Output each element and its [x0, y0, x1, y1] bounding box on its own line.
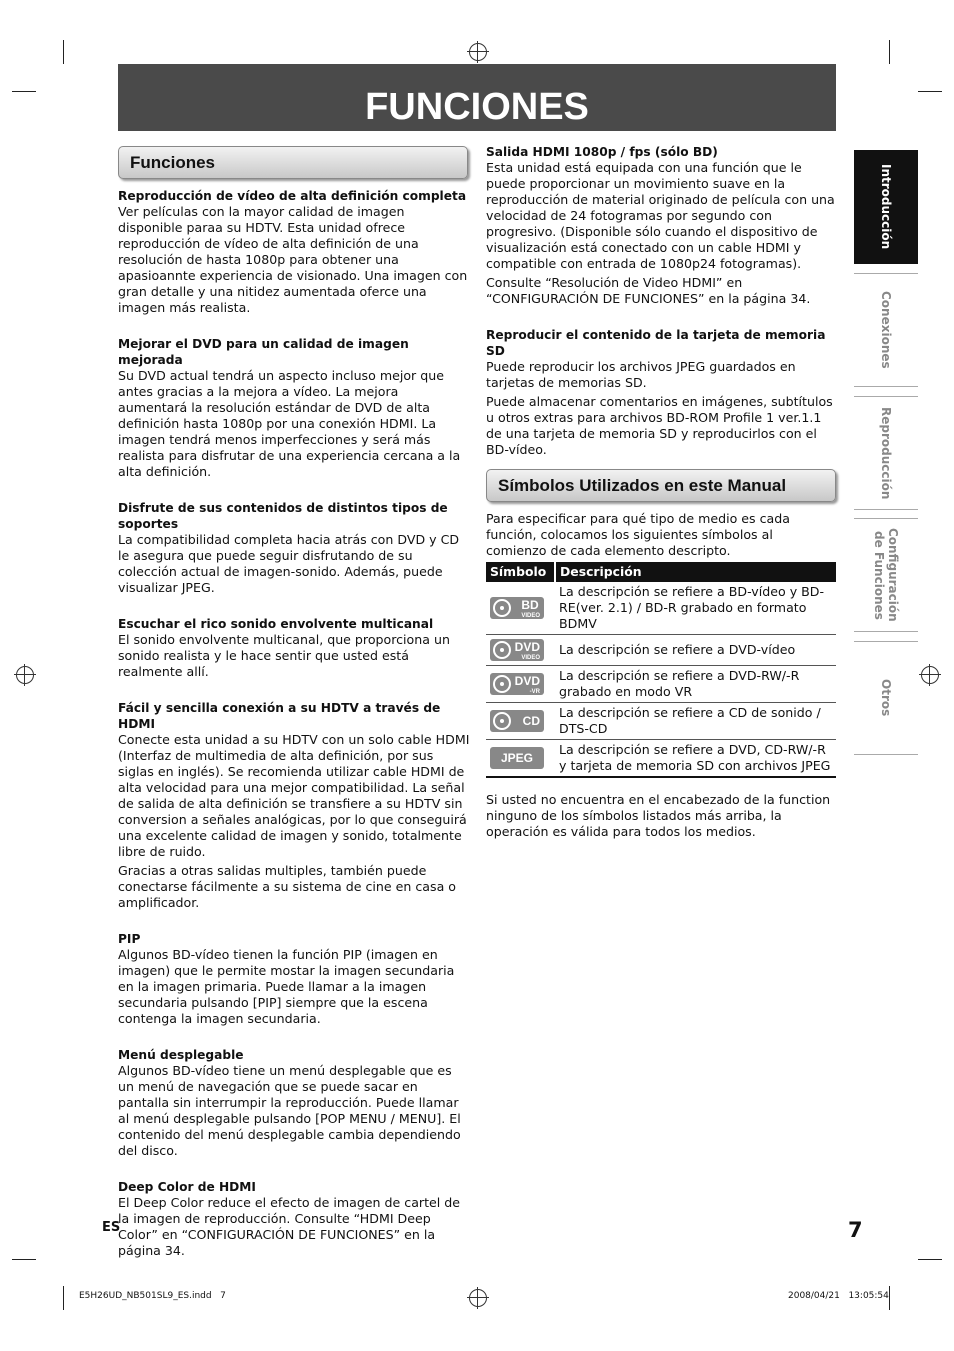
- feature-block: [118, 931, 470, 1027]
- file-info: E5H26UD_NB501SL9_ES.indd 7: [79, 1291, 226, 1301]
- table-header-row: [486, 562, 836, 582]
- feature-block: [486, 327, 838, 458]
- symbol-sublabel: -VR: [529, 689, 540, 695]
- symbol-label: DVD: [514, 674, 540, 688]
- symbols-note: Si usted no encuentra en el encabezado de la function ninguno de los símbolos listados más arriba, la operación es válida para todos los medios.: [486, 792, 831, 839]
- crop-mark: [889, 40, 890, 64]
- feature-block: [118, 336, 470, 480]
- symbol-label-wrap: [523, 713, 540, 729]
- symbol-cell: [486, 740, 555, 778]
- jpeg-icon: [490, 747, 544, 769]
- timestamp: 2008/04/21 13:05:54: [788, 1291, 889, 1301]
- dvd-vr-icon: [490, 673, 544, 695]
- dvd-video-icon: [490, 639, 544, 661]
- symbol-cell: [486, 703, 555, 740]
- section-header-simbolos: Símbolos Utilizados en este Manual: [486, 469, 836, 502]
- description-cell: La descripción se refiere a DVD-RW/-R grabado en modo VR: [555, 666, 836, 703]
- feature-block: [118, 1047, 470, 1159]
- symbol-sublabel: VIDEO: [521, 655, 540, 661]
- right-column: [486, 144, 838, 478]
- registration-mark-icon: [921, 666, 939, 684]
- disc-icon: [493, 599, 511, 617]
- side-tab-otros[interactable]: Otros: [854, 641, 918, 755]
- crop-mark: [918, 1259, 942, 1260]
- feature-heading: Reproducción de vídeo de alta definición completa: [118, 189, 467, 203]
- symbols-intro: Para especificar para qué tipo de medio es cada función, colocamos los siguientes símbolos al comienzo de cada elemento descripto.: [486, 511, 790, 558]
- feature-heading: Mejorar el DVD para un calidad de imagen mejorada: [118, 337, 409, 367]
- symbol-cell: [486, 666, 555, 703]
- side-tab-conexiones[interactable]: Conexiones: [854, 273, 918, 387]
- crop-mark: [63, 40, 64, 64]
- symbol-label: BD: [521, 598, 539, 612]
- feature-paragraph: Conecte esta unidad a su HDTV con un solo cable HDMI (Interfaz de multimedia de alta definición, por sus siglas en inglés). Se recomienda utilizar cable HDMI de alta velocidad para una mejor compatibilidad. La señal de salida de alta definición se transfiere a su HDTV sin conversion a señales analógicas, por lo que conseguirá una excelente calidad de imagen y sonido, totalmente libre de ruido.: [118, 732, 470, 859]
- crop-mark: [12, 1259, 36, 1260]
- side-tab-configuracion[interactable]: Configuración de Funciones: [854, 518, 918, 632]
- feature-paragraph: Algunos BD-vídeo tienen la función PIP (imagen en imagen) que le permite mostar la imagen secundaria en la imagen primaria. Puede llamar a la imagen secundaria pulsando [PIP] siempre que la escena contenga la imagen secundaria.: [118, 947, 455, 1026]
- feature-heading: Menú desplegable: [118, 1048, 244, 1062]
- feature-paragraph: Algunos BD-vídeo tiene un menú desplegable que es un menú de navegación que se puede sacar en pantalla sin interrumpir la reproducción. Puede llamar al menú desplegable pulsando [POP MENU / MENU]. El contenido del menú desplegable cambia dependiendo del disco.: [118, 1063, 461, 1158]
- feature-heading: Fácil y sencilla conexión a su HDTV a través de HDMI: [118, 701, 441, 731]
- crop-mark: [889, 1286, 890, 1310]
- symbol-label-wrap: [521, 597, 540, 619]
- feature-paragraph: Puede reproducir los archivos JPEG guardados en tarjetas de memorias SD.: [486, 359, 796, 390]
- feature-heading: Escuchar el rico sonido envolvente multicanal: [118, 617, 434, 631]
- disc-icon: [493, 712, 511, 730]
- symbols-table-wrap: [486, 562, 836, 778]
- feature-paragraph: La compatibilidad completa hacia atrás con DVD y CD le asegura que puede seguir disfrutando de su colección actual de imagen-sonido. Además, puede visualizar JPEG.: [118, 532, 460, 595]
- symbol-cell: [486, 582, 555, 635]
- feature-heading: Disfrute de sus contenidos de distintos tipos de soportes: [118, 501, 448, 531]
- feature-heading: Salida HDMI 1080p / fps (sólo BD): [486, 145, 718, 159]
- feature-block: [118, 500, 470, 596]
- feature-paragraph: Su DVD actual tendrá un aspecto incluso mejor que antes gracias a la mejora a vídeo. La mejora aumentará la resolución estándar de DVD de alta definición hasta 1080p por una conexión HDMI. La imagen tendrá menos imperfecciones y será más realista para disfrutar de una experiencia cercana a la alta definición.: [118, 368, 461, 479]
- registration-mark-icon: [16, 666, 34, 684]
- symbol-label-wrap: [515, 673, 540, 695]
- crop-mark: [63, 1286, 64, 1310]
- column-header-descripcion: Descripción: [555, 562, 836, 582]
- section-header-funciones: Funciones: [118, 146, 468, 179]
- cd-icon: [490, 710, 544, 732]
- language-code: ES: [102, 1220, 121, 1235]
- feature-paragraph: Consulte “Resolución de Video HDMI” en “CONFIGURACIÓN DE FUNCIONES” en la página 34.: [486, 275, 811, 306]
- feature-heading: PIP: [118, 932, 141, 946]
- registration-mark-icon: [469, 1289, 487, 1307]
- table-row: [486, 635, 836, 666]
- table-row: [486, 666, 836, 703]
- crop-mark: [918, 91, 942, 92]
- feature-paragraph: El sonido envolvente multicanal, que proporciona un sonido realista y le hace sentir que usted está realmente allí.: [118, 632, 450, 679]
- crop-mark: [12, 91, 36, 92]
- description-cell: La descripción se refiere a CD de sonido / DTS-CD: [555, 703, 836, 740]
- description-cell: La descripción se refiere a DVD-vídeo: [555, 635, 836, 666]
- table-row: [486, 582, 836, 635]
- disc-icon: [493, 675, 511, 693]
- side-tab-introduccion[interactable]: Introducción: [854, 150, 918, 264]
- page-title: FUNCIONES: [118, 64, 836, 131]
- bd-video-icon: [490, 597, 544, 619]
- feature-heading: Deep Color de HDMI: [118, 1180, 256, 1194]
- symbols-table: [486, 562, 836, 778]
- feature-paragraph: Puede almacenar comentarios en imágenes, subtítulos u otros extras para archivos BD-ROM Profile 1 ver.1.1 de una tarjeta de memoria SD y reproducirlos con el BD-vídeo.: [486, 394, 833, 457]
- symbol-label-wrap: [515, 639, 540, 661]
- feature-paragraph: El Deep Color reduce el efecto de imagen de cartel de la imagen de reproducción. Consulte “HDMI Deep Color” en “CONFIGURACIÓN DE FUNCIONES” en la página 34.: [118, 1195, 461, 1258]
- left-column: [118, 188, 470, 1279]
- feature-heading: Reproducir el contenido de la tarjeta de memoria SD: [486, 328, 826, 358]
- feature-paragraph: Esta unidad está equipada con una función que le puede proporcionar un movimiento suave en la reproducción de material originado de película con una velocidad de 24 fotogramas por segundo con progresivo. (Disponible sólo cuando el dispositivo de visualización está conectado con un cable HDMI y compatible con entrada de 1080p24 fotogramas).: [486, 160, 835, 271]
- disc-icon: [493, 641, 511, 659]
- symbol-label: DVD: [514, 640, 540, 654]
- table-row: [486, 740, 836, 778]
- feature-paragraph: Gracias a otras salidas multiples, también puede conectarse fácilmente a su sistema de cine en casa o amplificador.: [118, 863, 457, 910]
- page-number: 7: [848, 1218, 863, 1242]
- feature-paragraph: Ver películas con la mayor calidad de imagen disponible paraa su HDTV. Esta unidad ofrece reproducción de vídeo de alta definición de una resolución de hasta 1080p para obtener una apasioannte experiencia de visionado. Una imagen con gran detalle y una nitidez aumentada oferce una imagen más realista.: [118, 204, 468, 315]
- symbol-cell: [486, 635, 555, 666]
- description-cell: La descripción se refiere a BD-vídeo y BD-RE(ver. 2.1) / BD-R grabado en formato BDMV: [555, 582, 836, 635]
- feature-block: [118, 188, 470, 316]
- feature-block: [118, 616, 470, 680]
- column-header-simbolo: Símbolo: [486, 562, 555, 582]
- symbol-label-wrap: [501, 750, 533, 766]
- side-tab-reproduccion[interactable]: Reproducción: [854, 396, 918, 510]
- symbol-label: JPEG: [500, 751, 533, 765]
- feature-block: [118, 1179, 470, 1259]
- feature-block: [118, 700, 470, 911]
- symbol-label: CD: [522, 714, 540, 728]
- symbol-sublabel: VIDEO: [521, 613, 540, 619]
- description-cell: La descripción se refiere a DVD, CD-RW/-R y tarjeta de memoria SD con archivos JPEG: [555, 740, 836, 778]
- table-row: [486, 703, 836, 740]
- feature-block: [486, 144, 838, 307]
- registration-mark-icon: [469, 43, 487, 61]
